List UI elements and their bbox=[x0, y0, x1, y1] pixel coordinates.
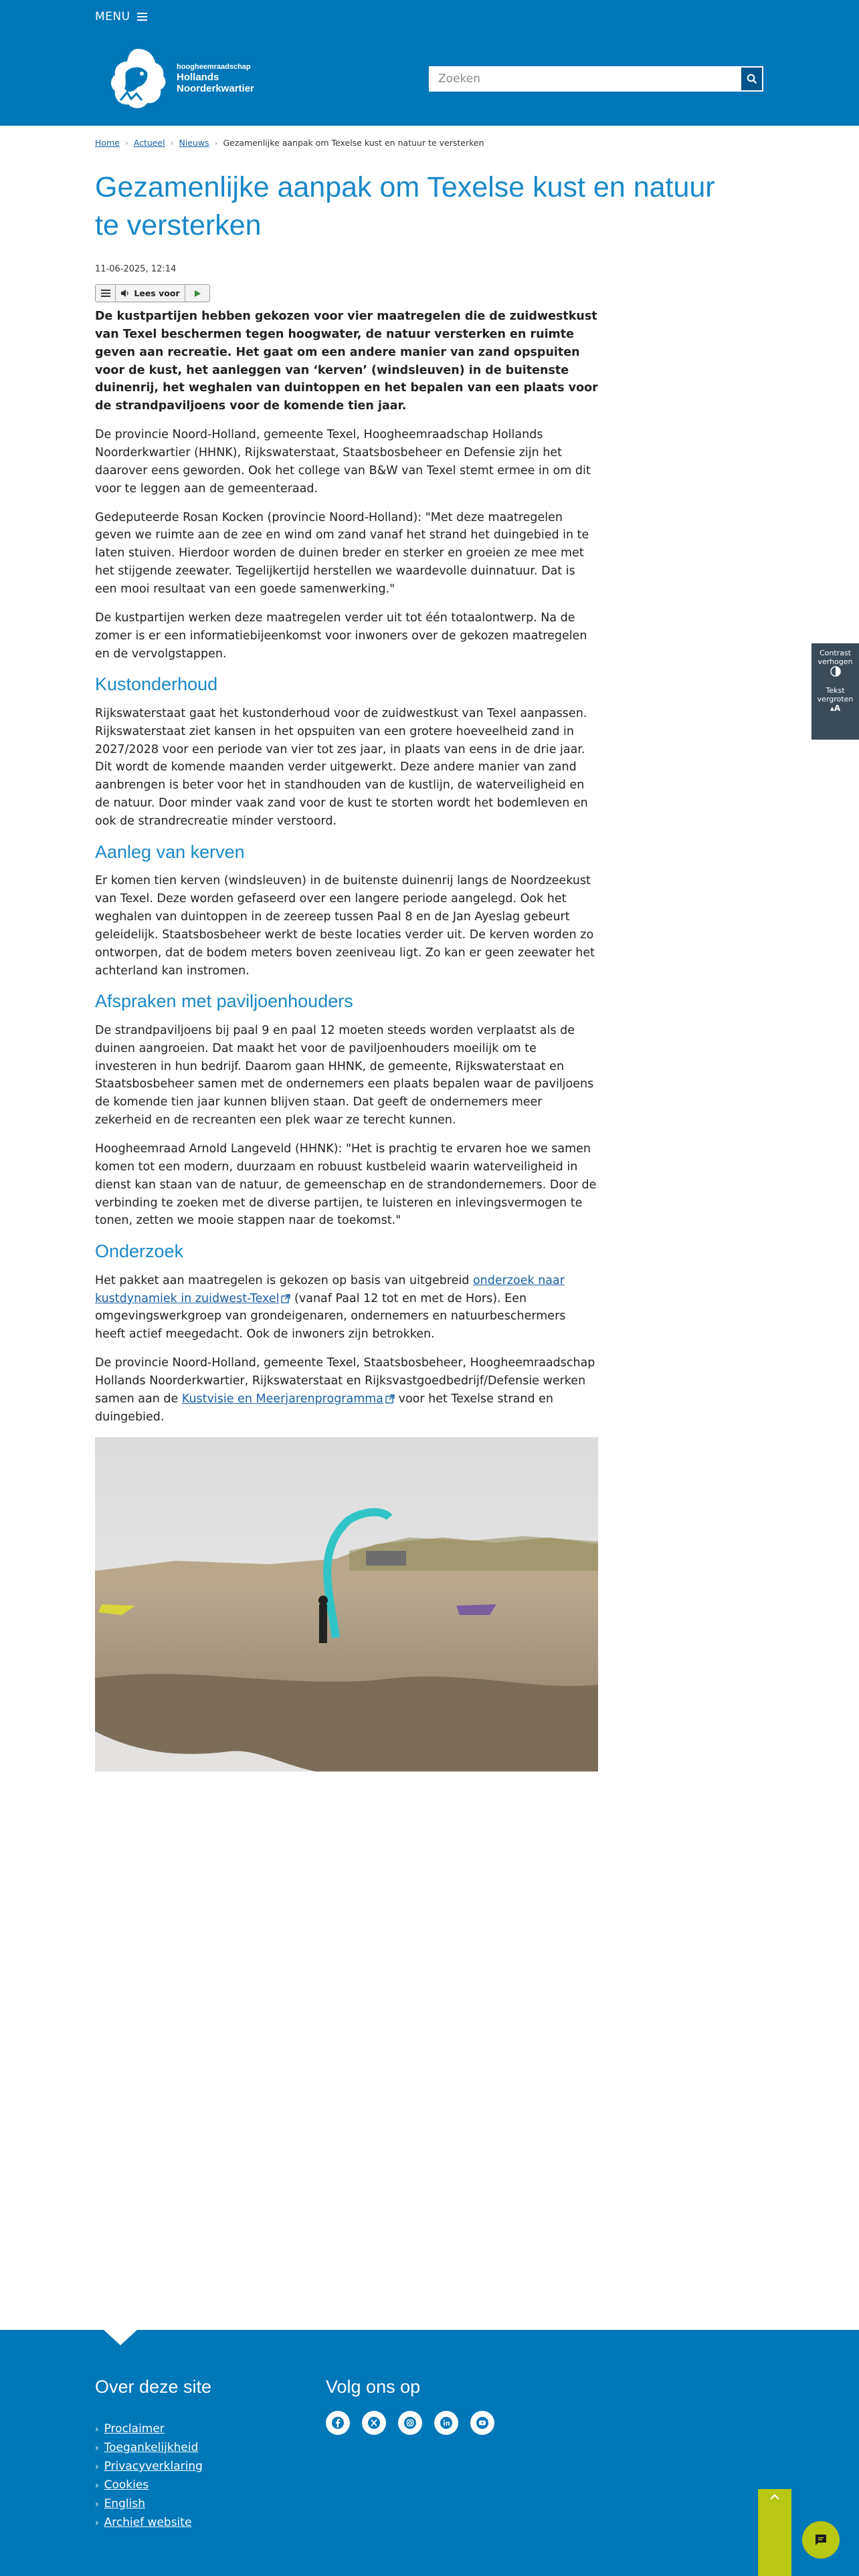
youtube-link[interactable] bbox=[470, 2411, 494, 2435]
footer-link-item bbox=[95, 2420, 211, 2439]
text-span: (vanaf Paal 12 tot en met de Hors). Een omgevingswerkgroep van grondeigenaren, ondernemers en natuurbeschermers heeft actief meegedacht. Ook de inwoners zijn betrokken. bbox=[95, 1291, 566, 1341]
kustvisie-link-text: Kustvisie en Meerjarenprogramma bbox=[181, 1392, 384, 1406]
logo-line2: Hollands bbox=[177, 72, 219, 84]
menu-label: MENU bbox=[95, 10, 130, 23]
search-form bbox=[429, 66, 763, 92]
site-header bbox=[0, 0, 859, 126]
search-input[interactable] bbox=[429, 66, 740, 92]
facebook-icon bbox=[331, 2416, 345, 2430]
instagram-link[interactable] bbox=[398, 2411, 422, 2435]
breadcrumb-current: Gezamenlijke aanpak om Texelse kust en natuur te versterken bbox=[223, 138, 484, 148]
site-logo[interactable] bbox=[107, 45, 254, 112]
linkedin-icon bbox=[440, 2416, 453, 2430]
search-button[interactable] bbox=[740, 66, 763, 92]
text-span: De provincie Noord-Holland, gemeente Texel, Staatsbosbeheer, Hoogheemraadschap Hollands Noorderkwartier, Rijkswaterstaat en Rijksvastgoedbedrijf/Defensie werken samen aan de bbox=[95, 1356, 595, 1406]
footer-link-proclaimer[interactable]: Proclaimer bbox=[104, 2422, 165, 2436]
footer-link-toegankelijkheid[interactable]: Toegankelijkheid bbox=[104, 2441, 199, 2454]
contrast-label: Contrast verhogen bbox=[818, 649, 853, 667]
linkedin-link[interactable] bbox=[434, 2411, 458, 2435]
play-icon bbox=[193, 290, 201, 298]
chat-button[interactable] bbox=[802, 2521, 840, 2559]
chevron-right-icon: › bbox=[214, 138, 218, 148]
readspeaker-menu-button[interactable] bbox=[96, 285, 116, 302]
article-paragraph: De strandpaviljoens bij paal 9 en paal 12 moeten steeds worden verplaatst als de duinen aangroeien. Dat maakt het voor de paviljoenhouders moeilijk om te investeren in hun bedrijf. Daarom gaan HHNK, de gemeente, Rijkswaterstaat en Staatsbosbeheer samen met de ondernemers een plaats bepalen waar de paviljoens de komende tien jaar kunnen blijven staan. Dat geeft de ondernemers meer zekerheid en de recreanten een plek waar ze terecht kunnen. bbox=[95, 1023, 594, 1128]
publish-date: 11-06-2025, 12:14 bbox=[95, 264, 177, 274]
chevron-right-icon: › bbox=[95, 2480, 99, 2491]
external-link-icon bbox=[281, 1294, 290, 1303]
chevron-right-icon: › bbox=[170, 138, 174, 148]
article-paragraph: Rijkswaterstaat gaat het kustonderhoud voor de zuidwestkust van Texel aanpassen. Rijkswaterstaat ziet kansen in het opspuiten van een grotere hoeveelheid zand in 2027/2028 voor een periode van vier tot zes jaar, in plaats van eens in de drie jaar. Dit wordt de komende maanden verder uitgewerkt. Deze andere manier van zand aanbrengen is beter voor het in standhouden van de kustlijn, de waterveiligheid en de natuur. Door minder vaak zand voor de kust te storten wordt het bodemleven en ook de strandrecreatie minder verstoord. bbox=[95, 706, 588, 829]
article-paragraph bbox=[95, 1272, 598, 1344]
youtube-icon bbox=[476, 2416, 489, 2430]
footer-about bbox=[95, 2377, 211, 2533]
x-icon bbox=[367, 2416, 381, 2430]
chevron-right-icon: › bbox=[95, 2462, 99, 2472]
breadcrumb-nieuws[interactable]: Nieuws bbox=[179, 138, 209, 148]
read-aloud-button[interactable] bbox=[116, 285, 185, 302]
social-links bbox=[326, 2411, 494, 2435]
section-heading-paviljoenhouders: Afspraken met paviljoenhouders bbox=[95, 991, 353, 1012]
footer-link-english[interactable]: English bbox=[104, 2497, 145, 2510]
breadcrumb bbox=[95, 138, 484, 148]
speaker-icon bbox=[120, 289, 130, 298]
menu-button[interactable] bbox=[95, 8, 147, 25]
chevron-right-icon: › bbox=[95, 2518, 99, 2529]
read-aloud-label: Lees voor bbox=[134, 288, 180, 298]
article-paragraph: De kustpartijen werken deze maatregelen verder uit tot één totaalontwerp. Na de zomer is er een informatiebijeenkomst voor inwoners over de gekozen maatregelen en de vervolgstappen. bbox=[95, 611, 587, 661]
readspeaker-widget bbox=[95, 284, 210, 302]
text-size-label: Tekst vergroten bbox=[817, 685, 854, 704]
kustvisie-link[interactable] bbox=[182, 1392, 395, 1406]
search-icon bbox=[747, 74, 757, 84]
chevron-right-icon: › bbox=[124, 138, 128, 148]
play-button[interactable] bbox=[185, 285, 209, 302]
logo-line3: Noorderkwartier bbox=[177, 83, 254, 95]
research-link-text: onderzoek naar kustdynamiek in zuidwest-Texel bbox=[95, 1273, 565, 1305]
chevron-right-icon: › bbox=[95, 2443, 99, 2454]
footer-link-item bbox=[95, 2458, 211, 2476]
beach-kitesurfer-photo bbox=[95, 1437, 598, 1772]
footer-links bbox=[95, 2420, 211, 2533]
article-paragraph: Hoogheemraad Arnold Langeveld (HHNK): "Het is prachtig te ervaren hoe we samen komen tot een modern, duurzaam en robuust kustbeleid waarin waterveiligheid in dienst kan staan van de natuur, de gemeenschap en de strandondernemers. Door de verbinding te zoeken met de diverse partijen, te luisteren en inlevingsvermogen te tonen, zetten we mooie stappen naar de toekomst." bbox=[95, 1142, 597, 1228]
facebook-link[interactable] bbox=[326, 2411, 350, 2435]
article-paragraph bbox=[95, 1354, 598, 1426]
chevron-up-icon bbox=[769, 2493, 780, 2501]
logo-text bbox=[177, 63, 254, 94]
breadcrumb-actueel[interactable]: Actueel bbox=[133, 138, 165, 148]
footer-link-privacy[interactable]: Privacyverklaring bbox=[104, 2460, 203, 2473]
site-footer bbox=[0, 2330, 859, 2576]
article-paragraph: Er komen tien kerven (windsleuven) in de buitenste duinenrij langs de Noordzeekust van Texel. Deze worden gefaseerd over een langere periode aangelegd. Ook het weghalen van duintoppen in de zeereep tussen Paal 8 en de Jan Ayeslag gebeurt geleidelijk. Staatsbosbeheer werkt de beste locaties verder uit. De kerven worden zo ontworpen, dat de bodem meters boven zeeniveau ligt. Zo kan er geen zeewater het achterland kan instromen. bbox=[95, 874, 595, 978]
footer-follow-heading: Volg ons op bbox=[326, 2377, 421, 2397]
footer-about-heading: Over deze site bbox=[95, 2377, 212, 2397]
chevron-right-icon: › bbox=[95, 2424, 99, 2435]
instagram-icon bbox=[403, 2416, 417, 2430]
external-link-icon bbox=[385, 1394, 395, 1404]
logo-line1: hoogheemraadschap bbox=[177, 63, 251, 72]
footer-link-cookies[interactable]: Cookies bbox=[104, 2478, 149, 2492]
text-size-icon: ▴A bbox=[830, 703, 841, 713]
text-size-toggle[interactable] bbox=[812, 686, 859, 714]
hamburger-icon bbox=[137, 13, 147, 21]
footer-link-item bbox=[95, 2495, 211, 2514]
text-span: voor het Texelse strand en duingebied. bbox=[95, 1392, 554, 1424]
breadcrumb-home[interactable]: Home bbox=[95, 138, 120, 148]
article-lead: De kustpartijen hebben gekozen voor vier maatregelen die de zuidwestkust van Texel beschermen tegen hoogwater, de natuur versterken en ruimte geven aan recreatie. Het gaat om een andere manier van zand opspuiten voor de kust, het aanleggen van ‘kerven’ (windsleuven) in de buitenste duinenrij, het weghalen van duintoppen en het bepalen van een plaats voor de strandpaviljoens voor de komende tien jaar. bbox=[95, 310, 598, 413]
text-span: Het pakket aan maatregelen is gekozen op basis van uitgebreid bbox=[95, 1273, 473, 1287]
menu-icon bbox=[101, 290, 110, 297]
contrast-icon bbox=[830, 666, 841, 677]
chat-icon bbox=[813, 2532, 829, 2548]
x-link[interactable] bbox=[362, 2411, 386, 2435]
back-to-top-button[interactable] bbox=[758, 2489, 791, 2576]
article-paragraph: De provincie Noord-Holland, gemeente Texel, Hoogheemraadschap Hollands Noorderkwartier (HHNK), Rijkswaterstaat, Staatsbosbeheer en Defensie zijn het daarover eens geworden. Ook het college van B&W van Texel stemt ermee in om dit voor te leggen aan de gemeenteraad. bbox=[95, 428, 591, 496]
section-heading-kerven: Aanleg van kerven bbox=[95, 841, 245, 862]
footer-link-item bbox=[95, 2439, 211, 2458]
footer-social bbox=[326, 2377, 494, 2435]
contrast-toggle[interactable] bbox=[812, 649, 859, 679]
article-body bbox=[95, 308, 598, 1772]
section-heading-onderzoek: Onderzoek bbox=[95, 1241, 184, 1262]
footer-link-item bbox=[95, 2514, 211, 2533]
accessibility-widget bbox=[812, 643, 859, 740]
footer-link-archief[interactable]: Archief website bbox=[104, 2516, 192, 2529]
footer-notch bbox=[103, 2329, 138, 2345]
seal-logo-icon bbox=[107, 45, 169, 112]
article-paragraph: Gedeputeerde Rosan Kocken (provincie Noord-Holland): "Met deze maatregelen geven we ruimte aan de zee en wind om zand vanaf het strand het duingebied in te laten stuiven. Hierdoor worden de duinen breder en sterker en groeien ze mee met het stijgende zeewater. Tegelijkertijd herstellen we waardevolle duinnatuur. Dat is een mooi resultaat van een goede samenwerking." bbox=[95, 510, 589, 597]
page-title: Gezamenlijke aanpak om Texelse kust en natuur te versterken bbox=[95, 171, 715, 242]
chevron-right-icon: › bbox=[95, 2499, 99, 2510]
footer-link-item bbox=[95, 2476, 211, 2495]
section-heading-kustonderhoud: Kustonderhoud bbox=[95, 674, 218, 695]
